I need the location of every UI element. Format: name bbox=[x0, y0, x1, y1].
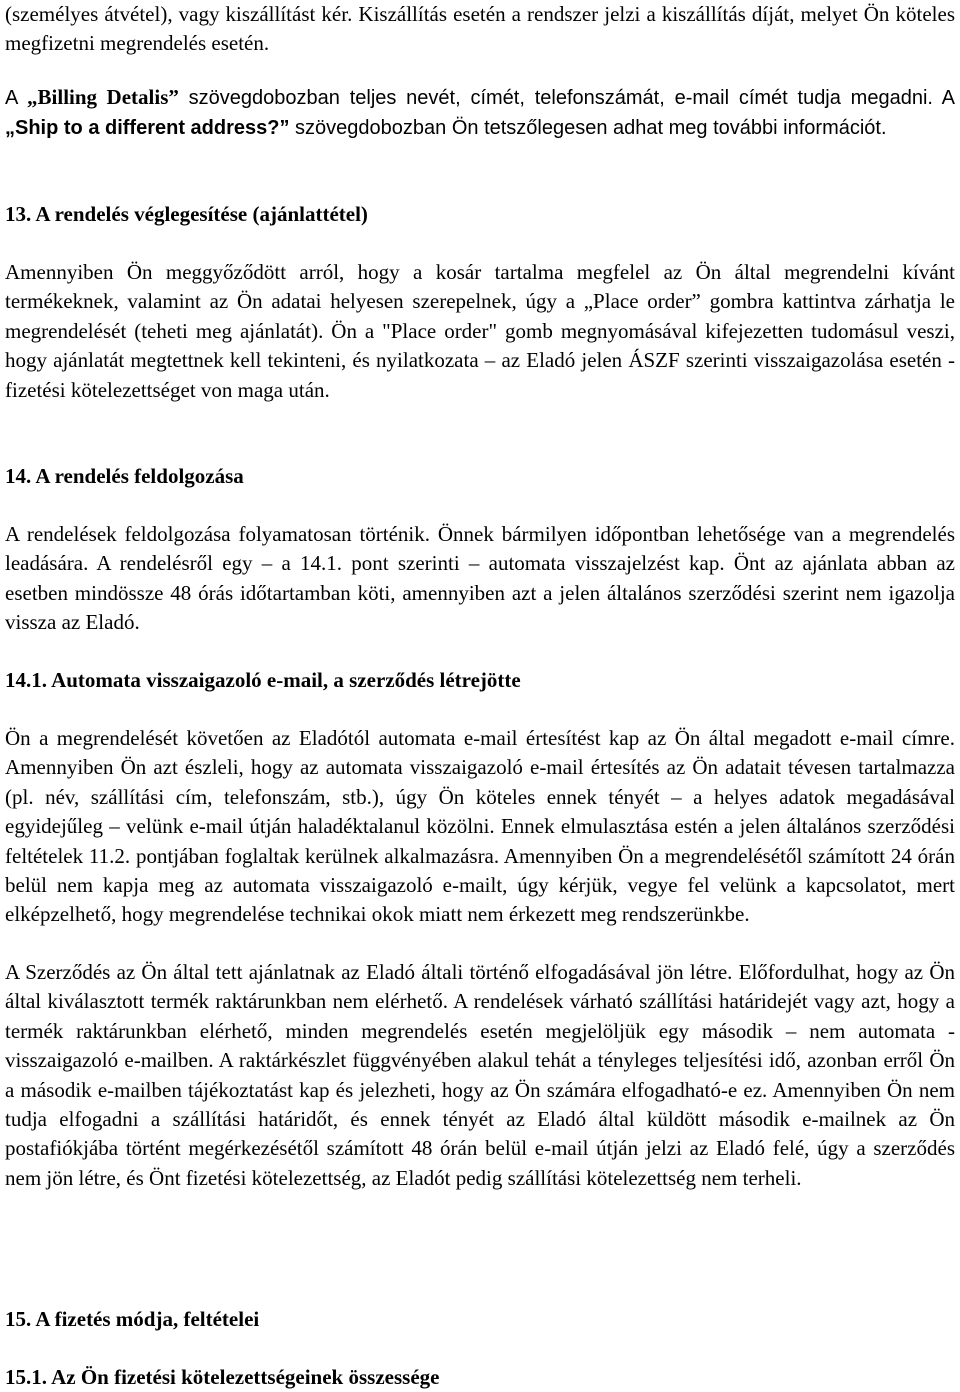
intro-paragraph-1: (személyes átvétel), vagy kiszállítást kér. Kiszállítás esetén a rendszer jelzi a kiszállítás díját, melyet Ön köteles megfizetni megrendelés esetén. bbox=[5, 2, 955, 56]
intro-text-b: szövegdobozban teljes nevét, címét, telefonszámát, e-mail címét tudja megadni. A bbox=[178, 87, 955, 109]
section-13-heading: 13. A rendelés véglegesítése (ajánlattétel) bbox=[5, 202, 368, 226]
intro-text-c: szövegdobozban Ön tetszőlegesen adhat meg további információt. bbox=[289, 117, 887, 140]
section-14-1-paragraph-2: A Szerződés az Ön által tett ajánlatnak az Eladó általi történő elfogadásával jön létre. Előfordulhat, hogy az Ön által kiválasztott termék raktárunkban nem elérhető. A rendelések várható szállítási határidejét vagy azt, hogy a termék raktárunkban elérhető, minden megrendelés esetén megjelöljük egy második – nem automata - visszaigazoló e-mailben. A raktárkészlet függvényében alakul tehát a tényleges teljesítési idő, azonban erről Ön a második e-mailben tájékoztatást kap és jelezheti, hogy az Ön számára elfogadható-e ez. Amennyiben Ön nem tudja elfogadni a szállítási határidőt, és ennek tényét az Eladó által küldött második e-mailnek az Ön postafiókjába történt megérkezésétől számított 48 órán belül e-mail útján jelzi az Eladó felé, úgy a szerződés nem jön létre, és Önt fizetési kötelezettség, az Eladót pedig szállítási kötelezettség nem terheli. bbox=[5, 960, 955, 1190]
section-13-paragraph: Amennyiben Ön meggyőződött arról, hogy a kosár tartalma megfelel az Ön által megrendelni kívánt termékeknek, valamint az Ön adatai helyesen szerepelnek, úgy a „Place order” gombra kattintva zárhatja le megrendelését (teheti meg ajánlatát). Ön a "Place order" gomb megnyomásával kifejezetten tudomásul veszi, hogy ajánlatát megtettnek kell tekinteni, és nyilatkozata – az Eladó jelen ÁSZF szerinti visszaigazolása esetén - fizetési kötelezettséget von maga után. bbox=[5, 260, 955, 402]
section-14-1-paragraph-1: Ön a megrendelését követően az Eladótól automata e-mail értesítést kap az Ön által megadott e-mail címre. Amennyiben Ön azt észleli, hogy az automata visszaigazoló e-mail értesítés az Ön adatait tévesen tartalmazza (pl. név, szállítási cím, telefonszám, stb.), úgy Ön köteles ennek tényét – a helyes adatok megadásával egyidejűleg – velünk e-mail útján haladéktalanul közölni. Ennek elmulasztása estén a jelen általános szerződési feltételek 11.2. pontjában foglaltak kerülnek alkalmazásra. Amennyiben Ön a megrendelésétől számított 24 órán belül nem kapja meg az automata visszaigazoló e-mailt, úgy kérjük, vegye fel velünk a kapcsolatot, mert elképzelhető, hogy megrendelése technikai okok miatt nem érkezett meg rendszerünkbe. bbox=[5, 726, 955, 927]
section-14-heading: 14. A rendelés feldolgozása bbox=[5, 464, 244, 488]
section-15-heading: 15. A fizetés módja, feltételei bbox=[5, 1307, 260, 1331]
billing-details-label: „Billing Detalis” bbox=[27, 85, 179, 109]
ship-to-different-address-label: „Ship to a different address?” bbox=[5, 117, 290, 140]
section-15-1-heading: 15.1. Az Ön fizetési kötelezettségeinek összessége bbox=[5, 1365, 440, 1389]
intro-text-a: A bbox=[5, 87, 28, 109]
intro-paragraph-2 bbox=[5, 83, 955, 144]
section-14-1-heading: 14.1. Automata visszaigazoló e-mail, a szerződés létrejötte bbox=[5, 668, 521, 692]
section-14-paragraph: A rendelések feldolgozása folyamatosan történik. Önnek bármilyen időpontban lehetősége van a megrendelés leadására. A rendelésről egy – a 14.1. pont szerinti – automata visszajelzést kap. Önt az ajánlata abban az esetben mindössze 48 órás időtartamban köti, amennyiben azt a jelen általános szerződési szerint nem igazolja vissza az Eladó. bbox=[5, 522, 955, 635]
